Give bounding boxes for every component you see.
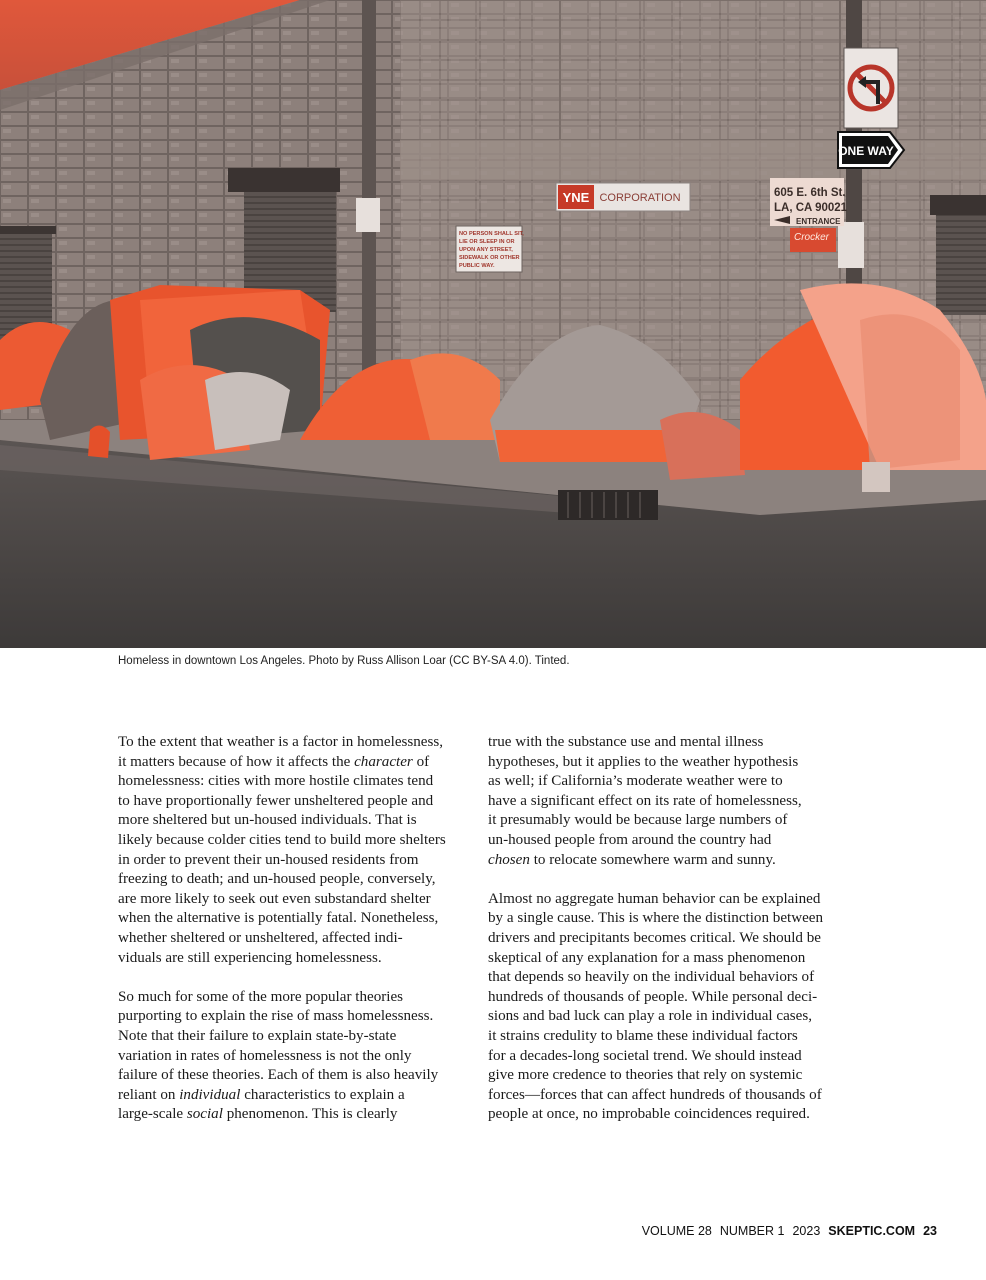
svg-text:ENTRANCE: ENTRANCE [796,217,841,226]
paragraph-systemic-forces: Almost no aggregate human behavior can be explained by a single cause. This is where the distinction between drivers and precipitants becomes critical. We should be skeptical of any explanation for a mass phenomenon that depends so heavily on the individual behaviors of hundreds of thousands of people. While personal deci- sions and bad luck can play a role in individual cases, it strains credulity to blame these individual factors for a decades-long societal trend. We should instead give more credence to theories that rely on systemic forces—forces that can affect hundreds of thousands of people at once, no improbable coincidences required. [488,890,824,1123]
paragraph-weather-hypothesis: true with the substance use and mental illness hypotheses, but it applies to the weather hypothesis as well; if California’s moderate weather were to have a significant effect on its rate of homelessness, it presumably would be because large numbers of un-housed people from around the country had chosen to relocate somewhere warm and sunny. [488,734,802,868]
photo-caption: Homeless in downtown Los Angeles. Photo by Russ Allison Loar (CC BY-SA 4.0). Tinted. [118,655,570,667]
paragraph-popular-theories: So much for some of the more popular theories purporting to explain the rise of mass homelessness. Note that their failure to explain state-by-state variation in rates of homelessness is not the only failure of these theories. Each of them is also heavily reliant on individual characteristics to explain a large-scale social phenomenon. This is clearly [118,988,439,1123]
page-number: 23 [923,1224,937,1238]
svg-text:NO PERSON SHALL SIT, L: NO PERSON SHALL SIT, LIE OR SLEEP IN OR UPON ANY STREET, SIDEWALK OR OTHER PUBLIC WAY. [459,231,524,269]
storm-drain [558,490,658,520]
footer-number: NUMBER 1 [719,1224,785,1238]
svg-text:ONE WAY: ONE WAY [838,144,894,158]
footer-site[interactable]: SKEPTIC.COM [828,1224,916,1238]
page-footer [642,1224,937,1238]
svg-text:605 E. 6th St.: 605 E. 6th St. [774,187,846,199]
svg-text:LA, CA 90021: LA, CA 90021 [774,202,848,214]
rolling-shutter-right [930,195,986,315]
footer-volume: VOLUME 28 [641,1224,712,1238]
svg-text:YNE: YNE [562,190,590,205]
corporation-sign [556,183,690,211]
svg-text:CORPORATION: CORPORATION [599,192,681,204]
article-column-right [488,733,844,1125]
no-turn-sign [844,48,898,128]
no-sleeping-notice [456,226,525,272]
svg-text:Crocker: Crocker [794,232,830,243]
one-way-sign [838,132,904,168]
footer-year: 2023 [792,1224,821,1238]
article-column-left [118,733,470,1125]
paragraph-weather-character: To the extent that weather is a factor in homelessness, it matters because of how it affects the character of homelessness: cities with more hostile climates tend to have proportionally fewer unsheltered people and more sheltered but un-housed individuals. That is likely because colder cities tend to build more shelters in order to prevent their un-housed residents from freezing to death; and un-housed people, conversely, are more likely to seek out even substandard shelter when the alternative is potentially fatal. Nonetheless, whether sheltered or unsheltered, affected indi- viduals are still experiencing homelessness. [118,734,446,966]
